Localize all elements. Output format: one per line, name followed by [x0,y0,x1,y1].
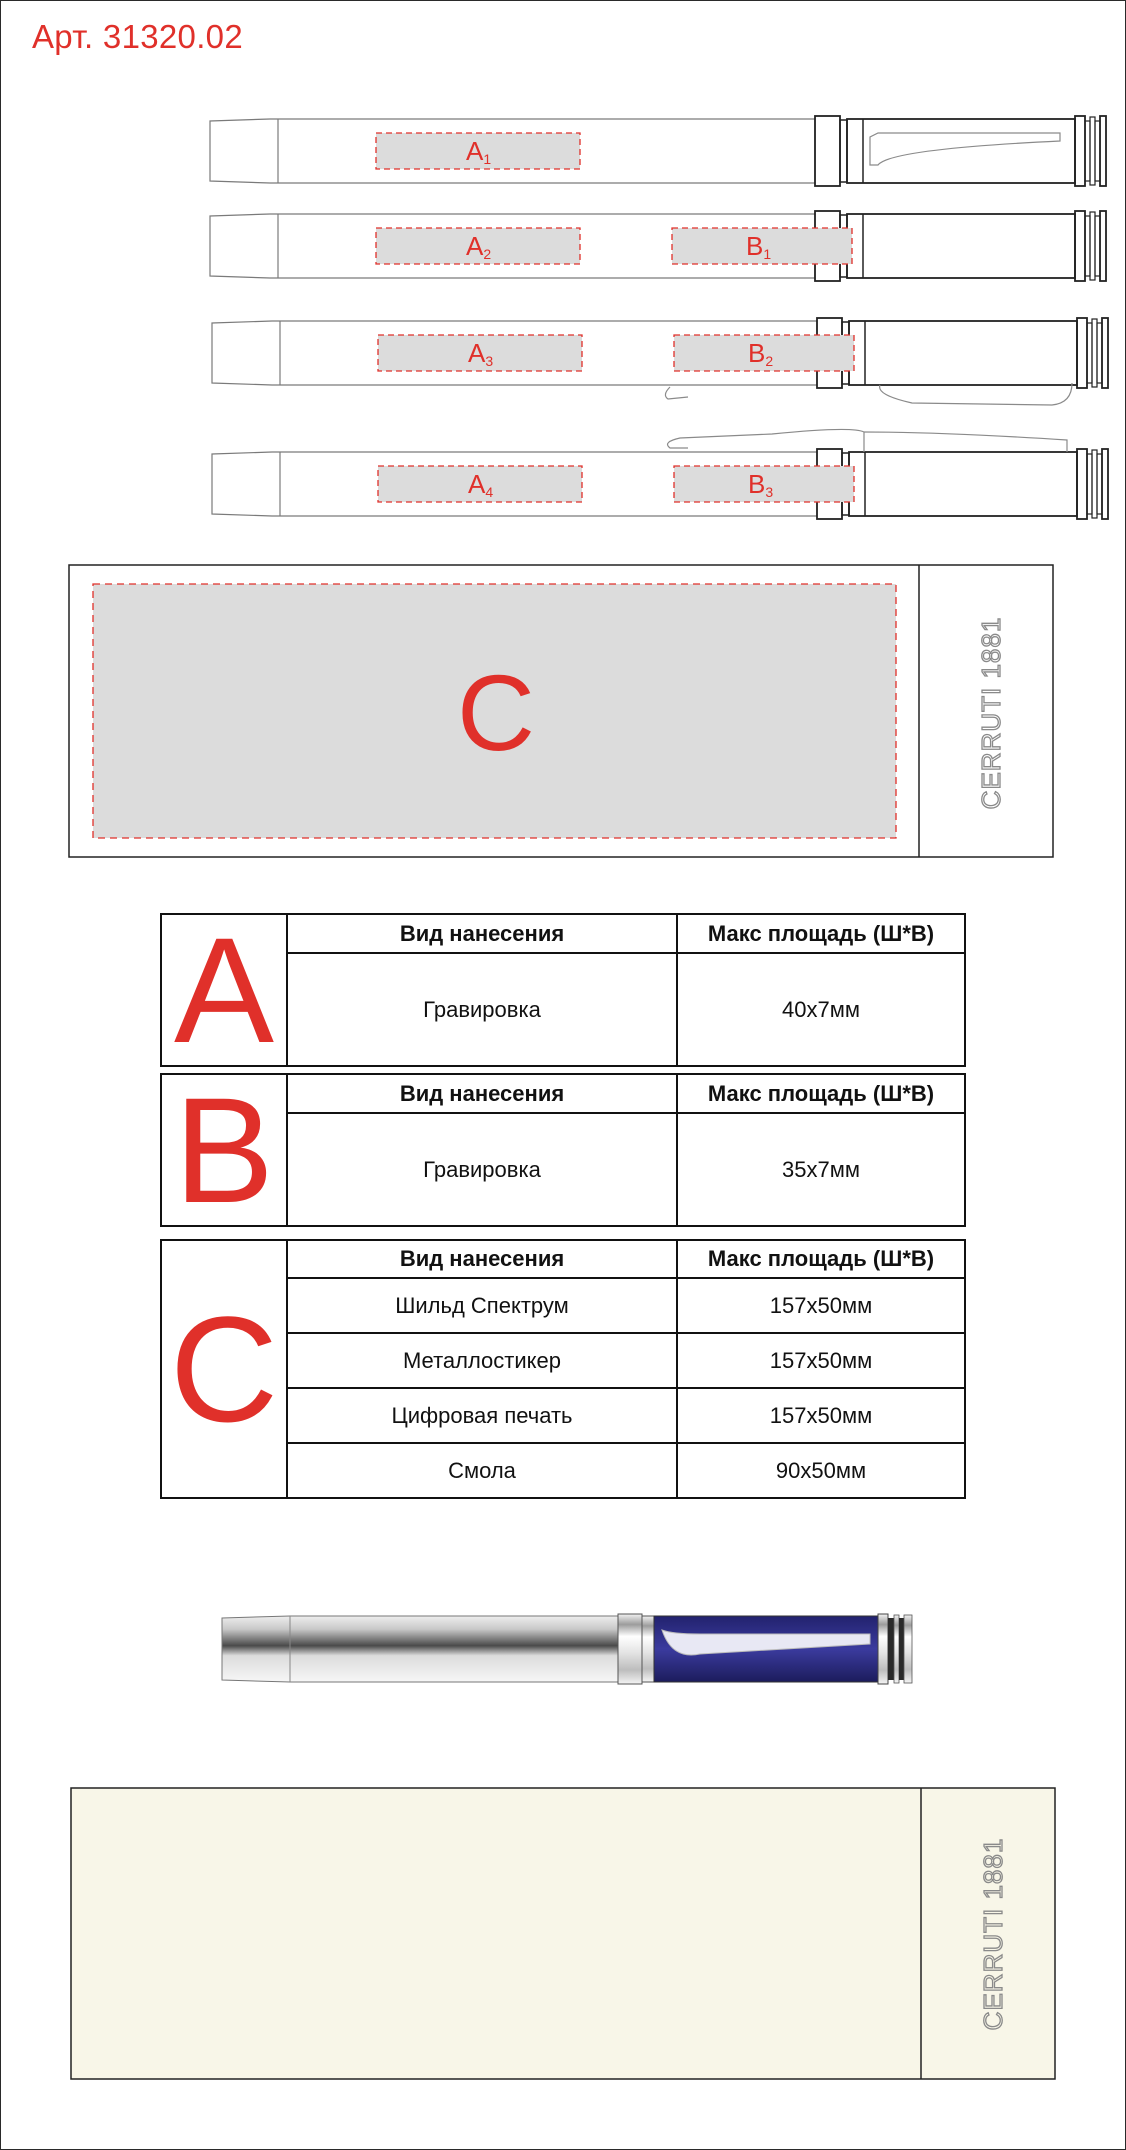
table-c-method: Металлостикер [287,1333,677,1388]
zone-label-b3: B3 [748,469,774,500]
zone-label-a1: A1 [466,136,492,167]
zone-label-a4: A4 [468,469,494,500]
table-c-area: 157x50мм [677,1333,965,1388]
zone-label-a2: A2 [466,231,492,262]
box-brand-label: CERRUTI 1881 [976,616,1006,810]
box-bottom-brand-label: CERRUTI 1881 [978,1837,1008,2031]
table-c-method: Смола [287,1443,677,1498]
table-c-method: Шильд Спектрум [287,1278,677,1333]
zone-label-a3: A3 [468,338,494,369]
table-zone-c [160,1239,966,1499]
table-c-letter: C [161,1240,287,1498]
table-zone-b [160,1066,966,1234]
zone-label-b2: B2 [748,338,774,369]
table-a-area: 40x7мм [677,953,965,1066]
table-b-header-area: Макс площадь (Ш*В) [677,1074,965,1113]
table-a-header-area: Макс площадь (Ш*В) [677,914,965,953]
zone-label-c: C [457,652,535,773]
table-c-header-method: Вид нанесения [287,1240,677,1278]
table-c-header-area: Макс площадь (Ш*В) [677,1240,965,1278]
table-a-header-method: Вид нанесения [287,914,677,953]
pen-outlines-drawing [0,0,1126,540]
article-title: Арт. 31320.02 [32,18,243,55]
table-c-area: 157x50мм [677,1278,965,1333]
table-c-area: 90x50мм [677,1443,965,1498]
table-b-area: 35x7мм [677,1113,965,1226]
product-pen-illustration [0,1600,1126,1700]
table-c-area: 157x50мм [677,1388,965,1443]
table-c-method: Цифровая печать [287,1388,677,1443]
table-b-letter: B [161,1074,287,1226]
product-box-illustration [0,1780,1126,2090]
table-zone-a [160,906,966,1074]
table-a-method: Гравировка [287,953,677,1066]
box-outline-drawing [0,560,1126,880]
table-a-letter: A [161,914,287,1066]
table-b-method: Гравировка [287,1113,677,1226]
zone-label-b1: B1 [746,231,772,262]
table-b-header-method: Вид нанесения [287,1074,677,1113]
